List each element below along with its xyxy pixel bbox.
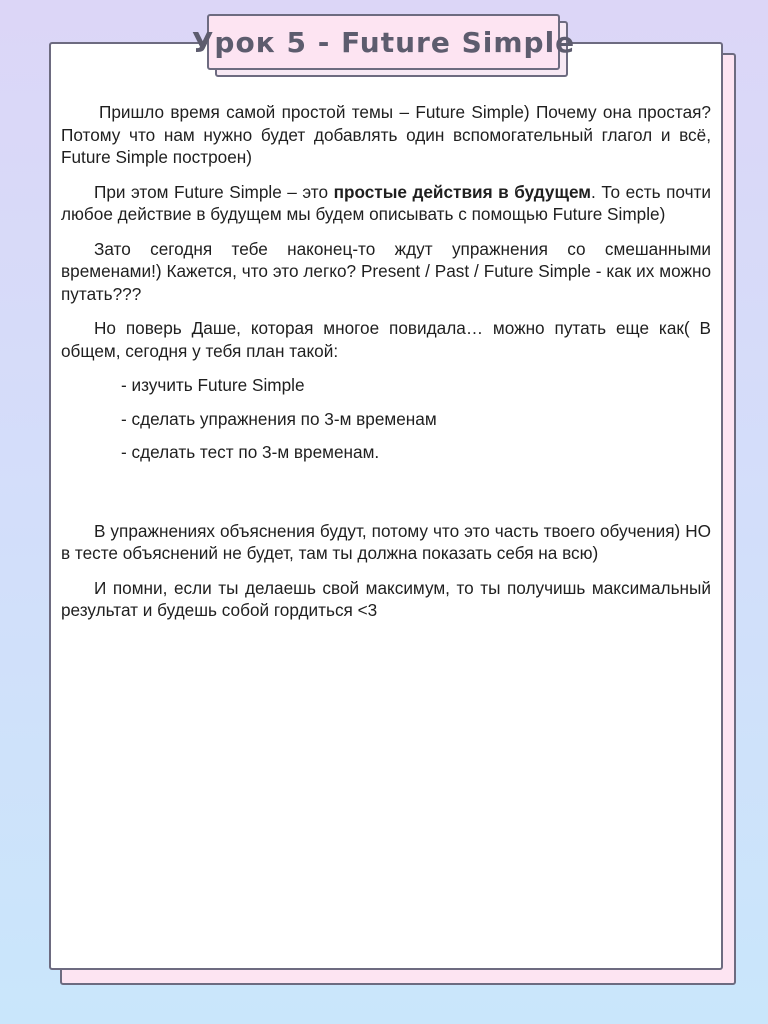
definition-paragraph	[61, 181, 711, 226]
definition-text-end: . То есть почти любое действие в будущем мы будем описывать с помощью Future Simple)	[61, 181, 711, 224]
plan-list	[61, 374, 711, 464]
definition-text-start: При этом Future Simple – это	[94, 181, 334, 202]
closing-paragraph: И помни, если ты делаешь свой максимум, то ты получишь максимальный результат и будешь собой гордиться <3	[61, 577, 711, 620]
definition-highlight: простые действия в будущем	[333, 181, 592, 202]
test-paragraph: В упражнениях объяснения будут, потому что это часть твоего обучения) НО в тесте объяснений не будет, там ты должна показать себя на всю)	[61, 520, 711, 563]
exercises-paragraph: Зато сегодня тебе наконец-то ждут упражнения со смешанными временами!) Кажется, что это легко? Present / Past / Future Simple - как их можно путать???	[61, 238, 711, 304]
title-banner	[191, 14, 576, 70]
lesson-content	[61, 101, 711, 634]
list-item: - сделать упражнения по 3-м временам	[121, 408, 437, 429]
list-item: - сделать тест по 3-м временам.	[121, 442, 380, 462]
spacer	[61, 475, 711, 520]
list-item: - изучить Future Simple	[121, 375, 305, 395]
plan-intro-paragraph: Но поверь Даше, которая многое повидала… можно путать еще как( В общем, сегодня у тебя план такой:	[61, 318, 711, 361]
page-title: Урок 5 - Future Simple	[191, 25, 576, 59]
intro-paragraph: Пришло время самой простой темы – Future Simple) Почему она простая? Потому что нам нужно будет добавлять один вспомогательный глагол и всё, Future Simple построен)	[61, 102, 711, 167]
